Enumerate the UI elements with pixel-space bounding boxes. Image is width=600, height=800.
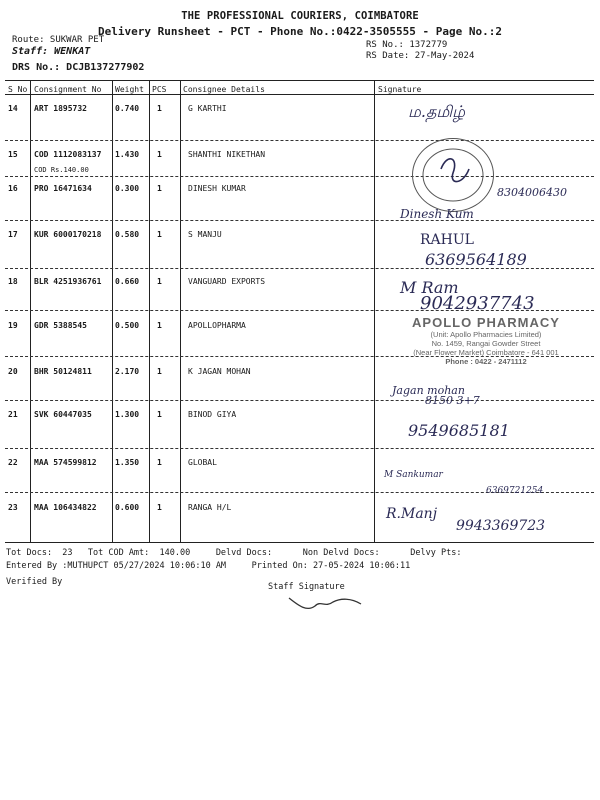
stamp-line: (Unit: Apollo Pharmacies Limited) — [430, 330, 542, 339]
totals-line: Tot Docs: 23 Tot COD Amt: 140.00 Delvd Docs: Non Delvd Docs: Delvy Pts: — [6, 548, 462, 558]
row-separator — [5, 400, 594, 401]
entered-by-line: Entered By :MUTHUPCT 05/27/2024 10:06:10 AM Printed On: 27-05-2024 10:06:11 — [6, 561, 411, 571]
row-consignee: VANGUARD EXPORTS — [188, 277, 266, 286]
staff-signature-label: Staff Signature — [268, 582, 345, 592]
row-consignee: S MANJU — [188, 230, 222, 239]
row-consignment: KUR 6000170218 — [34, 230, 102, 239]
col-divider — [149, 80, 150, 542]
col-header-sno: S No — [8, 85, 28, 94]
row-pcs: 1 — [157, 458, 162, 467]
row-pcs: 1 — [157, 321, 162, 330]
col-divider — [30, 80, 31, 542]
row-consignee: DINESH KUMAR — [188, 184, 246, 193]
signature-handwriting: M Sankumar — [384, 470, 443, 480]
row-sno: 20 — [8, 367, 18, 376]
row-consignment: BHR 50124811 — [34, 367, 92, 376]
handwritten-phone: 9549685181 — [408, 421, 510, 440]
signature-handwriting: ம.தமிழ் — [408, 102, 466, 121]
company-title: THE PROFESSIONAL COURIERS, COIMBATORE — [181, 10, 419, 22]
table-bottom-rule — [5, 542, 594, 543]
drs-number: DRS No.: DCJB137277902 — [12, 62, 145, 73]
signature-handwriting: M Ram — [400, 278, 459, 297]
row-weight: 2.170 — [115, 367, 140, 376]
table-header-rule — [5, 94, 594, 95]
row-consignment: GDR 5388545 — [34, 321, 87, 330]
handwritten-phone: 8304006430 — [497, 186, 567, 199]
row-separator — [5, 140, 594, 141]
row-consignment: PRO 16471634 — [34, 184, 92, 193]
row-consignment: SVK 60447035 — [34, 410, 92, 419]
signature-handwriting: Jagan mohan — [392, 384, 465, 397]
row-sno: 17 — [8, 230, 18, 239]
row-pcs: 1 — [157, 503, 162, 512]
row-consignment: MAA 106434822 — [34, 503, 97, 512]
rs-number: RS No.: 1372779 — [366, 40, 448, 50]
row-weight: 0.300 — [115, 184, 140, 193]
handwritten-phone: 9042937743 — [420, 293, 535, 314]
col-header-consignment: Consignment No — [34, 85, 102, 94]
stamp-line: Phone : 0422 - 2471112 — [445, 357, 527, 366]
row-pcs: 1 — [157, 184, 162, 193]
row-consignee: BINOD GIYA — [188, 410, 237, 419]
route-label: Route: SUKWAR PET — [12, 35, 105, 45]
row-consignee: K JAGAN MOHAN — [188, 367, 251, 376]
row-sno: 23 — [8, 503, 18, 512]
row-consignee: G KARTHI — [188, 104, 227, 113]
row-weight: 0.500 — [115, 321, 140, 330]
col-divider — [180, 80, 181, 542]
handwritten-phone: 6369564189 — [425, 250, 527, 269]
handwritten-phone: 6369721254 — [486, 486, 544, 496]
handwritten-phone: 9943369723 — [456, 518, 546, 534]
row-separator — [5, 448, 594, 449]
row-pcs: 1 — [157, 410, 162, 419]
row-weight: 1.300 — [115, 410, 140, 419]
row-sno: 22 — [8, 458, 18, 467]
row-sno: 16 — [8, 184, 18, 193]
row-consignee: SHANTHI NIKETHAN — [188, 150, 266, 159]
row-sno: 18 — [8, 277, 18, 286]
row-sno: 19 — [8, 321, 18, 330]
row-consignee: GLOBAL — [188, 458, 217, 467]
row-weight: 0.660 — [115, 277, 140, 286]
staff-label: Staff: WENKAT — [12, 46, 91, 57]
row-pcs: 1 — [157, 367, 162, 376]
row-separator — [5, 220, 594, 221]
row-pcs: 1 — [157, 277, 162, 286]
row-separator — [5, 176, 594, 177]
cod-amount-note: COD Rs.140.00 — [34, 166, 89, 174]
verified-by-label: Verified By — [6, 577, 63, 587]
rs-date: RS Date: 27-May-2024 — [366, 51, 475, 61]
col-header-consignee: Consignee Details — [183, 85, 265, 94]
row-consignment: MAA 574599812 — [34, 458, 97, 467]
row-weight: 1.350 — [115, 458, 140, 467]
stamp-line: No. 1459, Rangai Gowder Street — [431, 339, 541, 348]
stamp-pharmacy-name: APOLLO PHARMACY — [412, 315, 560, 330]
company-seal-stamp — [412, 138, 494, 212]
seal-ring-icon — [413, 139, 493, 211]
handwritten-note: 8150 3+7 — [425, 394, 480, 407]
signature-handwriting: Dinesh Kum — [400, 207, 474, 221]
row-pcs: 1 — [157, 104, 162, 113]
col-divider — [374, 80, 375, 542]
col-header-signature: Signature — [378, 85, 422, 94]
staff-signature-scribble-icon — [285, 592, 365, 622]
row-consignee: RANGA H/L — [188, 503, 232, 512]
handwritten-name: RAHUL — [420, 232, 474, 248]
row-consignee: APOLLOPHARMA — [188, 321, 246, 330]
row-consignment: BLR 4251936761 — [34, 277, 102, 286]
row-pcs: 1 — [157, 230, 162, 239]
pharmacy-stamp — [380, 315, 592, 385]
row-weight: 0.580 — [115, 230, 140, 239]
row-consignment: COD 1112083137 — [34, 150, 102, 159]
row-sno: 21 — [8, 410, 18, 419]
row-consignment: ART 1895732 — [34, 104, 87, 113]
row-sno: 14 — [8, 104, 18, 113]
col-header-weight: Weight — [115, 85, 144, 94]
row-pcs: 1 — [157, 150, 162, 159]
row-weight: 0.740 — [115, 104, 140, 113]
row-weight: 1.430 — [115, 150, 140, 159]
row-sno: 15 — [8, 150, 18, 159]
stamp-line: (Near Flower Market) Coimbatore - 641 001 — [413, 348, 559, 357]
row-weight: 0.600 — [115, 503, 140, 512]
signature-handwriting: R.Manj — [386, 506, 438, 522]
col-header-pcs: PCS — [152, 85, 167, 94]
col-divider — [112, 80, 113, 542]
table-top-rule — [5, 80, 594, 81]
runsheet-subtitle: Delivery Runsheet - PCT - Phone No.:0422-3505555 - Page No.:2 — [98, 25, 502, 38]
